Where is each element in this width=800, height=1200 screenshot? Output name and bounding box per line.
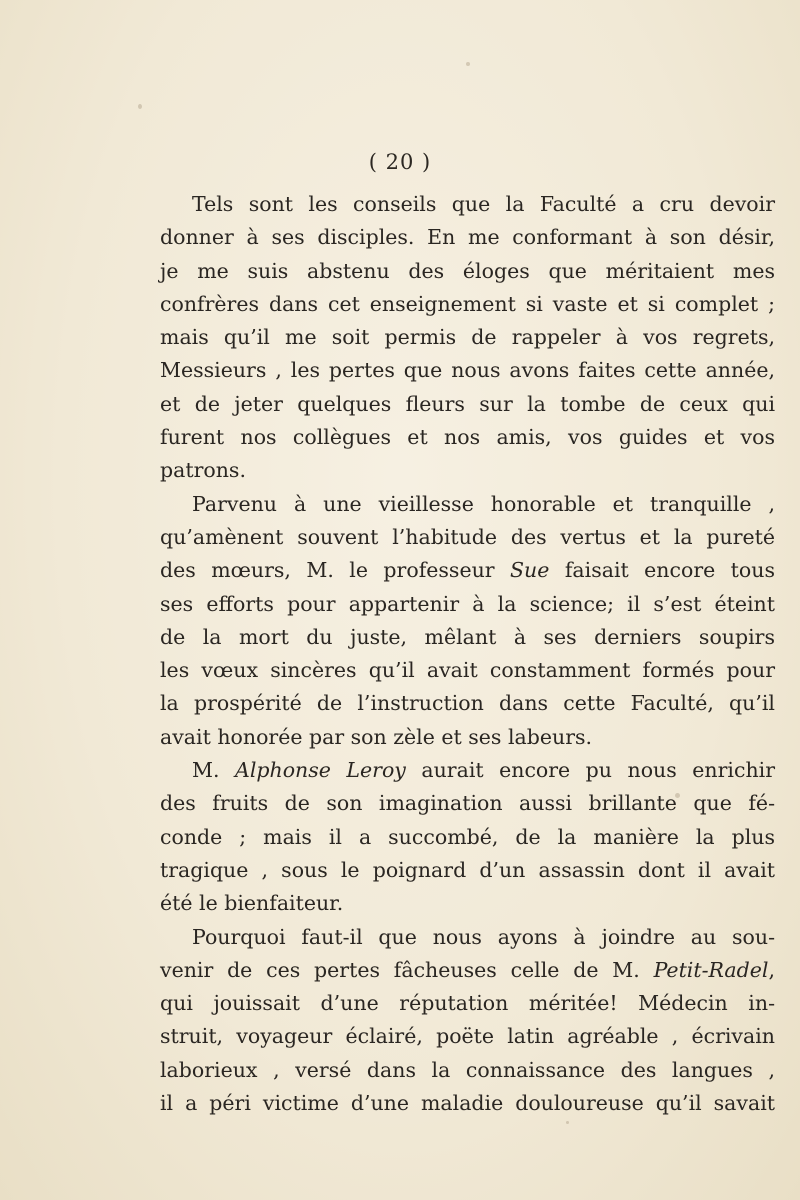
text-line: été le bienfaiteur. <box>160 891 344 916</box>
text-line: patrons. <box>160 458 246 483</box>
text-line: Parvenu à une vieillesse honorable et tranquille , <box>192 491 775 516</box>
text-line: qu’amènent souvent l’habitude des vertus et la pureté <box>160 524 775 549</box>
text-line: avait honorée par son zèle et ses labeurs. <box>160 724 593 749</box>
paragraph <box>160 921 775 1121</box>
italic-name: Alphonse Leroy <box>235 758 406 783</box>
paragraph <box>160 488 775 754</box>
text-line: mais qu’il me soit permis de rappeler à vos regrets, <box>160 325 775 350</box>
text-line: conde ; mais il a succombé, de la manière la plus <box>160 824 775 849</box>
italic-name: Petit-Radel <box>653 957 769 982</box>
text-line: de la mort du juste, mêlant à ses derniers soupirs <box>160 624 775 649</box>
text-line: qui jouissait d’une réputation méritée! Médecin in- <box>160 991 775 1016</box>
text-line: la prospérité de l’instruction dans cette Faculté, qu’il <box>160 691 775 716</box>
paper-speck <box>466 62 470 66</box>
text-line: furent nos collègues et nos amis, vos guides et vos <box>160 425 775 450</box>
text-line: je me suis abstenu des éloges que méritaient mes <box>160 258 775 283</box>
text-line: tragique , sous le poignard d’un assassin dont il avait <box>160 857 775 882</box>
body-text <box>160 188 775 1120</box>
text-line: venir de ces pertes fâcheuses celle de M. Petit-Radel, <box>160 957 775 982</box>
text-line: et de jeter quelques fleurs sur la tombe de ceux qui <box>160 391 775 416</box>
page-number: ( 20 ) <box>368 150 432 174</box>
text-line: donner à ses disciples. En me conformant à son désir, <box>160 225 775 250</box>
paragraph <box>160 188 775 488</box>
text-line: les vœux sincères qu’il avait constamment formés pour <box>160 658 775 683</box>
text-line: confrères dans cet enseignement si vaste et si complet ; <box>160 291 775 316</box>
text-line: des mœurs, M. le professeur Sue faisait encore tous <box>160 558 775 583</box>
text-line: Messieurs , les pertes que nous avons faites cette année, <box>160 358 775 383</box>
text-line: laborieux , versé dans la connaissance des langues , <box>160 1057 775 1082</box>
paper-speck <box>675 793 680 798</box>
paper-speck <box>566 1121 569 1124</box>
paper-speck <box>138 104 142 109</box>
text-line: il a péri victime d’une maladie douloureuse qu’il savait <box>160 1091 775 1116</box>
text-line: des fruits de son imagination aussi brillante que fé- <box>160 791 775 816</box>
text-line: Pourquoi faut-il que nous ayons à joindre au sou- <box>192 924 775 949</box>
text-line: struit, voyageur éclairé, poëte latin agréable , écrivain <box>160 1024 775 1049</box>
text-line: M. Alphonse Leroy aurait encore pu nous enrichir <box>192 758 775 783</box>
italic-name: Sue <box>510 558 550 583</box>
paragraph <box>160 754 775 920</box>
text-line: ses efforts pour appartenir à la science; il s’est éteint <box>160 591 775 616</box>
text-line: Tels sont les conseils que la Faculté a cru devoir <box>192 192 775 216</box>
